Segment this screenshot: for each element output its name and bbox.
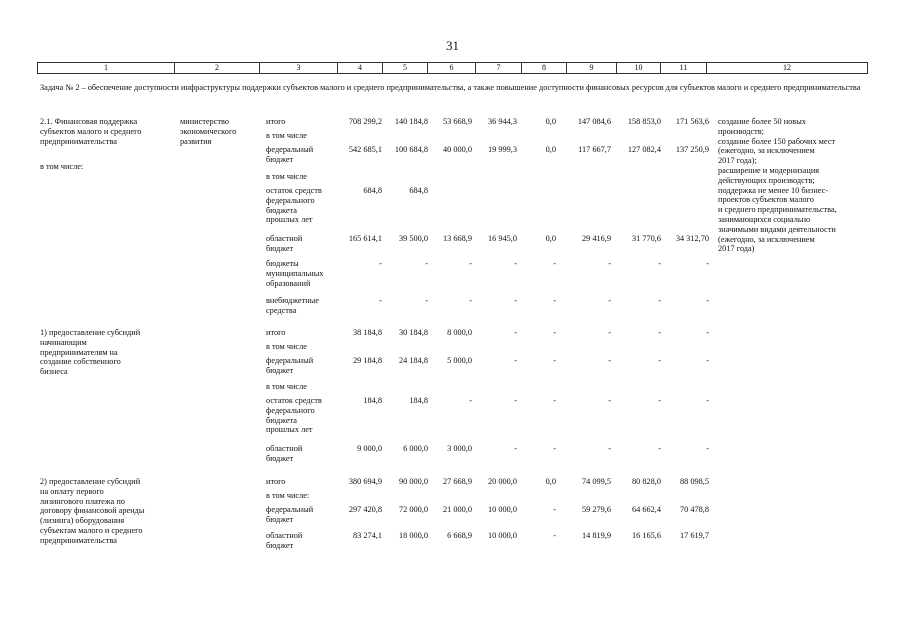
column-header-12: 12 [707, 63, 868, 74]
cell-value: - [658, 444, 661, 453]
measure-name: лизингового платежа по [40, 496, 125, 506]
cell-value: 14 819,9 [581, 531, 611, 540]
cell-value: 16 165,6 [631, 531, 661, 540]
cell-value: - [658, 259, 661, 268]
cell-value: 17 619,7 [679, 531, 709, 540]
executor: экономического [180, 126, 237, 136]
cell-value: 36 944,3 [487, 117, 517, 126]
column-header-9: 9 [567, 63, 617, 74]
row-label: федерального [266, 195, 315, 205]
expected-outcome: и среднего предпринимательства, [718, 205, 837, 215]
row-label: образований [266, 278, 311, 288]
row-label: итого [266, 117, 286, 126]
measure-name: (лизинга) оборудования [40, 516, 125, 526]
measure-name: начинающим [40, 337, 87, 347]
cell-value: 3 000,0 [447, 444, 472, 453]
expected-outcome: значимыми видами деятельности [718, 224, 836, 234]
column-header-2: 2 [175, 63, 260, 74]
cell-value: 184,8 [363, 396, 382, 405]
row-label: бюджет [266, 154, 294, 164]
cell-value: - [608, 296, 611, 305]
cell-value: - [425, 296, 428, 305]
column-header-10: 10 [617, 63, 661, 74]
cell-value: 38 184,8 [352, 328, 382, 337]
cell-value: 27 668,9 [442, 477, 472, 486]
row-label: в том числе [266, 382, 307, 391]
cell-value: - [553, 328, 556, 337]
measure-name: 1) предоставление субсидий [40, 328, 141, 337]
cell-value: - [514, 296, 517, 305]
cell-value: - [706, 356, 709, 365]
cell-value: 53 668,9 [442, 117, 472, 126]
column-header-4: 4 [338, 63, 383, 74]
cell-value: 29 416,9 [581, 234, 611, 243]
cell-value: - [608, 328, 611, 337]
expected-outcome: создание более 50 новых [718, 117, 806, 126]
row-label: бюджета [266, 205, 297, 215]
cell-value: - [553, 444, 556, 453]
cell-value: - [553, 396, 556, 405]
row-label: муниципальных [266, 268, 324, 278]
executor: развития [180, 136, 212, 146]
cell-value: 31 770,6 [631, 234, 661, 243]
cell-value: 21 000,0 [442, 505, 472, 514]
row-label: федеральный [266, 505, 314, 514]
cell-value: 137 250,9 [675, 145, 709, 154]
cell-value: - [514, 328, 517, 337]
row-label: средства [266, 305, 297, 315]
cell-value: - [514, 444, 517, 453]
cell-value: 64 662,4 [631, 505, 661, 514]
row-label: в том числе [266, 131, 307, 140]
row-label: федеральный [266, 356, 314, 365]
cell-value: - [553, 259, 556, 268]
page-number: 31 [446, 38, 459, 53]
cell-value: - [608, 259, 611, 268]
cell-value: 165 614,1 [348, 234, 382, 243]
cell-value: 88 098,5 [679, 477, 709, 486]
cell-value: - [608, 396, 611, 405]
expected-outcome: поддержка не менее 10 бизнес- [718, 185, 829, 195]
cell-value: 0,0 [545, 117, 556, 126]
cell-value: 18 000,0 [398, 531, 428, 540]
measure-name: предпринимательства [40, 535, 117, 545]
row-label: бюджета [266, 415, 297, 425]
cell-value: 59 279,6 [581, 505, 611, 514]
column-header-3: 3 [260, 63, 338, 74]
expected-outcome: занимающихся социально [718, 215, 811, 224]
cell-value: 147 084,6 [577, 117, 611, 126]
cell-value: 24 184,8 [398, 356, 428, 365]
cell-value: 9 000,0 [357, 444, 382, 453]
cell-value: 80 828,0 [631, 477, 661, 486]
column-header-11: 11 [661, 63, 707, 74]
cell-value: 83 274,1 [352, 531, 382, 540]
cell-value: 5 000,0 [447, 356, 472, 365]
measure-name: субъектам малого и среднего [40, 526, 143, 535]
including-label: в том числе: [40, 162, 84, 171]
cell-value: - [469, 296, 472, 305]
row-label: в том числе: [266, 491, 310, 500]
cell-value: - [706, 296, 709, 305]
cell-value: 0,0 [545, 234, 556, 243]
cell-value: 6 668,9 [447, 531, 472, 540]
expected-outcome: расширение и модернизация [718, 166, 820, 175]
row-label: прошлых лет [266, 215, 313, 225]
expected-outcome: 2017 года); [718, 156, 757, 166]
row-label: бюджет [266, 453, 294, 463]
cell-value: 39 500,0 [398, 234, 428, 243]
cell-value: 34 312,70 [675, 234, 709, 243]
row-label: в том числе [266, 172, 307, 181]
measure-name: создание собственного [40, 357, 121, 367]
cell-value: 542 685,1 [348, 145, 382, 154]
cell-value: 380 694,9 [348, 477, 382, 486]
cell-value: 20 000,0 [487, 477, 517, 486]
column-header-6: 6 [428, 63, 476, 74]
row-label: бюджет [266, 540, 294, 550]
row-label: бюджет [266, 514, 294, 524]
cell-value: 8 000,0 [447, 328, 472, 337]
cell-value: - [469, 259, 472, 268]
column-header-7: 7 [476, 63, 522, 74]
row-label: бюджет [266, 365, 294, 375]
task-title: Задача № 2 – обеспечение доступности инфраструктуры поддержки субъектов малого и среднего предпринимательства, а также повышение доступности финансовых ресурсов для субъектов малого и среднего предпринимательства [40, 83, 861, 92]
measure-name: предпринимателям на [40, 347, 118, 357]
cell-value: 19 999,3 [487, 145, 517, 154]
row-label: областной [266, 531, 303, 540]
cell-value: - [608, 356, 611, 365]
column-header-5: 5 [383, 63, 428, 74]
cell-value: 10 000,0 [487, 531, 517, 540]
expected-outcome: 2017 года) [718, 244, 755, 254]
measure-name: на оплату первого [40, 486, 104, 496]
column-header-8: 8 [522, 63, 567, 74]
cell-value: - [514, 356, 517, 365]
cell-value: 29 184,8 [352, 356, 382, 365]
measure-name: договору финансовой аренды [40, 506, 145, 516]
cell-value: 708 299,2 [348, 117, 382, 126]
cell-value: 40 000,0 [442, 145, 472, 154]
cell-value: 16 945,0 [487, 234, 517, 243]
cell-value: - [553, 531, 556, 540]
cell-value: - [658, 356, 661, 365]
cell-value: 0,0 [545, 477, 556, 486]
cell-value: 684,8 [409, 186, 428, 195]
row-label: областной [266, 444, 303, 453]
program-name: предпринимательства [40, 136, 117, 146]
cell-value: 127 082,4 [627, 145, 661, 154]
expected-outcome: действующих производств; [718, 175, 815, 185]
cell-value: - [514, 259, 517, 268]
cell-value: 90 000,0 [398, 477, 428, 486]
cell-value: 30 184,8 [398, 328, 428, 337]
program-name: субъектов малого и среднего [40, 126, 142, 136]
cell-value: 72 000,0 [398, 505, 428, 514]
cell-value: - [658, 328, 661, 337]
expected-outcome: производств; [718, 126, 764, 136]
cell-value: 171 563,6 [675, 117, 709, 126]
row-label: бюджет [266, 243, 294, 253]
cell-value: 74 099,5 [581, 477, 611, 486]
cell-value: - [379, 296, 382, 305]
row-label: бюджеты [266, 259, 299, 268]
executor: министерство [180, 117, 230, 126]
row-label: остаток средств [266, 186, 322, 195]
cell-value: - [658, 396, 661, 405]
measure-name: бизнеса [40, 367, 68, 377]
cell-value: 140 184,8 [394, 117, 428, 126]
cell-value: 158 853,0 [627, 117, 661, 126]
row-label: остаток средств [266, 396, 322, 405]
cell-value: - [706, 328, 709, 337]
cell-value: - [425, 259, 428, 268]
cell-value: - [379, 259, 382, 268]
expected-outcome: создание более 150 рабочих мест [718, 136, 836, 146]
cell-value: - [553, 296, 556, 305]
row-label: федеральный [266, 145, 314, 154]
measure-name: 2) предоставление субсидий [40, 477, 141, 486]
row-label: прошлых лет [266, 425, 313, 435]
cell-value: - [706, 396, 709, 405]
cell-value: - [553, 356, 556, 365]
row-label: областной [266, 234, 303, 243]
column-header-row [37, 62, 868, 74]
cell-value: 184,8 [409, 396, 428, 405]
expected-outcome: (ежегодно, за исключением [718, 234, 815, 244]
row-label: федерального [266, 405, 315, 415]
row-label: в том числе [266, 342, 307, 351]
expected-outcome: проектов субъектов малого [718, 195, 814, 205]
column-header-1: 1 [104, 63, 108, 72]
cell-value: - [553, 505, 556, 514]
cell-value: 10 000,0 [487, 505, 517, 514]
cell-value: - [514, 396, 517, 405]
cell-value: - [706, 444, 709, 453]
cell-value: - [469, 396, 472, 405]
row-label: внебюджетные [266, 296, 319, 305]
cell-value: - [658, 296, 661, 305]
cell-value: 0,0 [545, 145, 556, 154]
cell-value: 297 420,8 [348, 505, 382, 514]
program-name: 2.1. Финансовая поддержка [40, 117, 138, 126]
cell-value: 70 478,8 [679, 505, 709, 514]
cell-value: - [706, 259, 709, 268]
cell-value: 13 668,9 [442, 234, 472, 243]
cell-value: - [608, 444, 611, 453]
row-label: итого [266, 477, 286, 486]
cell-value: 6 000,0 [403, 444, 428, 453]
expected-outcome: (ежегодно, за исключением [718, 146, 815, 156]
row-label: итого [266, 328, 286, 337]
cell-value: 684,8 [363, 186, 382, 195]
cell-value: 117 667,7 [578, 145, 611, 154]
cell-value: 100 684,8 [394, 145, 428, 154]
